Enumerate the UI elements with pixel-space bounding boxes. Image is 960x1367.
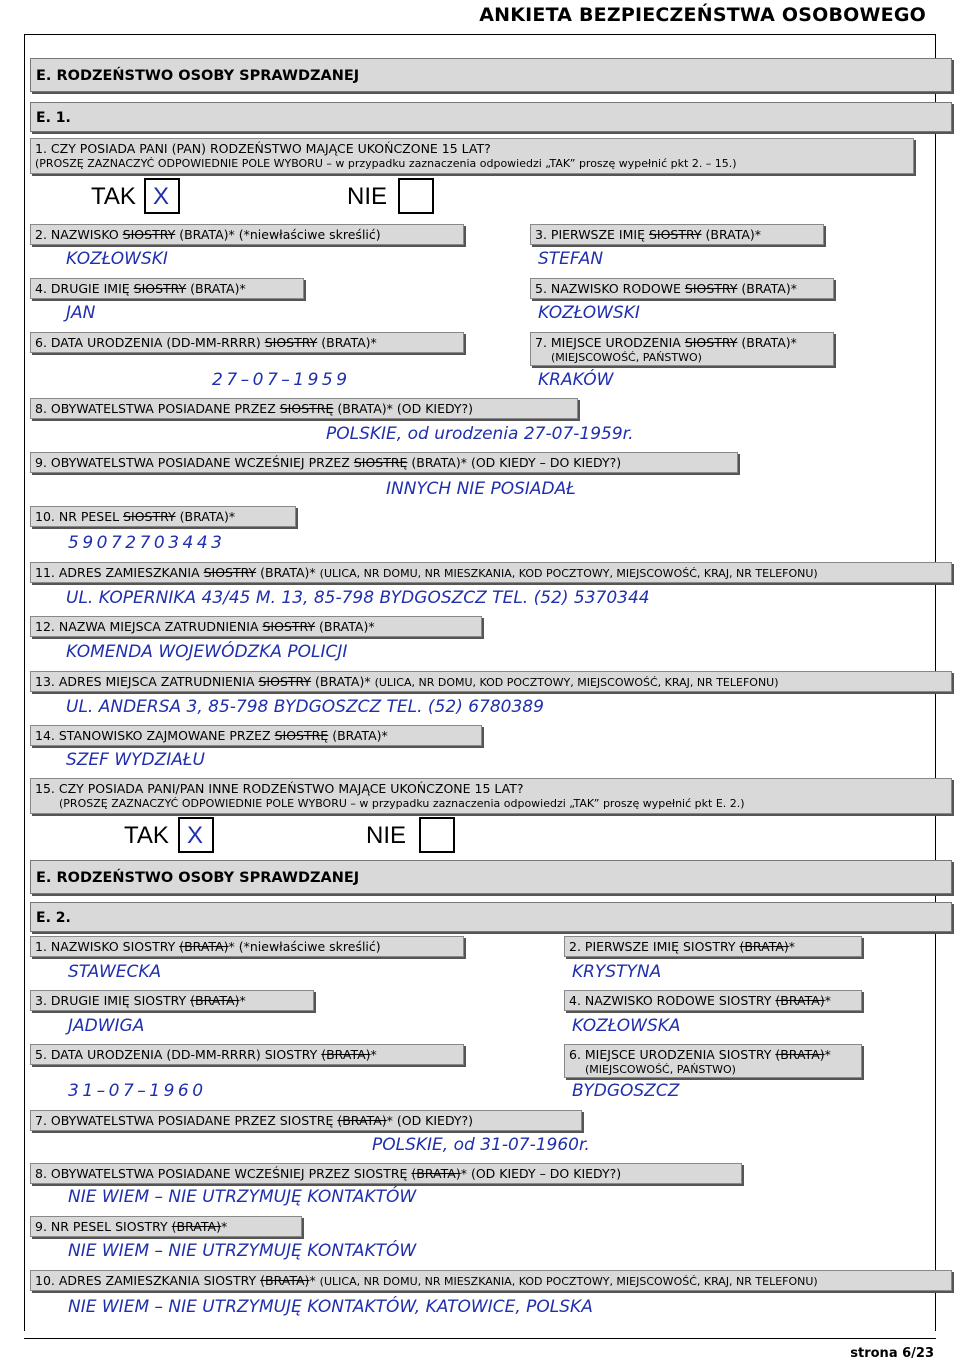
e1-q11-value: UL. KOPERNIKA 43/45 M. 13, 85-798 BYDGOSZCZ TEL. (52) 5370344 [66, 588, 650, 608]
e2-q4-label: 4. NAZWISKO RODOWE SIOSTRY (BRATA)* [564, 990, 862, 1011]
e1-q5-label: 5. NAZWISKO RODOWE SIOSTRY (BRATA)* [530, 278, 834, 299]
document-title: ANKIETA BEZPIECZEŃSTWA OSOBOWEGO [479, 4, 926, 26]
e2-q1-value: STAWECKA [68, 962, 162, 982]
e2-q1-label: 1. NAZWISKO SIOSTRY (BRATA)* (*niewłaściwe skreślić) [30, 936, 464, 957]
e1-q1-label: 1. CZY POSIADA PANI (PAN) RODZEŃSTWO MAJĄCE UKOŃCZONE 15 LAT? (PROSZĘ ZAZNACZYĆ ODPOWIEDNIE POLE WYBORU – w przypadku zaznaczenia odpowiedzi „TAK” proszę wypełnić pkt 2. – 15.) [30, 138, 914, 174]
e2-q7-label: 7. OBYWATELSTWA POSIADANE PRZEZ SIOSTRĘ (BRATA)* (OD KIEDY?) [30, 1110, 582, 1131]
e1-q4-label: 4. DRUGIE IMIĘ SIOSTRY (BRATA)* [30, 278, 304, 299]
e1-q9-label: 9. OBYWATELSTWA POSIADANE WCZEŚNIEJ PRZEZ SIOSTRĘ (BRATA)* (OD KIEDY – DO KIEDY?) [30, 452, 738, 473]
e1-q15-tak-checkbox[interactable] [178, 817, 214, 853]
section-e2-number: E. 2. [30, 902, 952, 932]
e1-q3-label: 3. PIERWSZE IMIĘ SIOSTRY (BRATA)* [530, 224, 824, 245]
e1-q10-label: 10. NR PESEL SIOSTRY (BRATA)* [30, 506, 296, 527]
e1-q7-value: KRAKÓW [538, 370, 614, 390]
e2-q7-value: POLSKIE, od 31-07-1960r. [372, 1135, 590, 1155]
checkmark-x-icon: X [187, 822, 204, 849]
e1-q2-value: KOZŁOWSKI [66, 249, 168, 269]
e1-q13-label: 13. ADRES MIEJSCA ZATRUDNIENIA SIOSTRY (BRATA)* (ULICA, NR DOMU, KOD POCZTOWY, MIEJSCOWOŚĆ, KRAJ, NR TELEFONU) [30, 671, 952, 692]
checkmark-x-icon: X [153, 183, 170, 210]
e2-q2-value: KRYSTYNA [572, 962, 662, 982]
e2-q10-label: 10. ADRES ZAMIESZKANIA SIOSTRY (BRATA)* (ULICA, NR DOMU, NR MIESZKANIA, KOD POCZTOWY, MIEJSCOWOŚĆ, KRAJ, NR TELEFONU) [30, 1270, 952, 1291]
e1-q4-value: JAN [66, 303, 96, 323]
page-number: strona 6/23 [850, 1346, 934, 1361]
e2-q9-value: NIE WIEM – NIE UTRZYMUJĘ KONTAKTÓW [68, 1241, 417, 1261]
e1-q12-label: 12. NAZWA MIEJSCA ZATRUDNIENIA SIOSTRY (BRATA)* [30, 616, 482, 637]
e1-q10-value: 59072703443 [68, 533, 226, 553]
e2-q4-value: KOZŁOWSKA [572, 1016, 681, 1036]
e1-q13-value: UL. ANDERSA 3, 85-798 BYDGOSZCZ TEL. (52) 6780389 [66, 697, 544, 717]
e1-q12-value: KOMENDA WOJEWÓDZKA POLICJI [66, 642, 348, 662]
e1-q2-label: 2. NAZWISKO SIOSTRY (BRATA)* (*niewłaściwe skreślić) [30, 224, 464, 245]
e2-q8-value: NIE WIEM – NIE UTRZYMUJĘ KONTAKTÓW [68, 1187, 417, 1207]
e1-q14-label: 14. STANOWISKO ZAJMOWANE PRZEZ SIOSTRĘ (BRATA)* [30, 725, 482, 746]
e2-q9-label: 9. NR PESEL SIOSTRY (BRATA)* [30, 1216, 302, 1237]
section-e1-title: E. RODZEŃSTWO OSOBY SPRAWDZANEJ [30, 58, 952, 92]
e1-q15-nie-label: NIE [366, 822, 407, 849]
section-e1-number: E. 1. [30, 102, 952, 132]
e2-q5-value: 31–07–1960 [68, 1081, 207, 1101]
e2-q8-label: 8. OBYWATELSTWA POSIADANE WCZEŚNIEJ PRZEZ SIOSTRĘ (BRATA)* (OD KIEDY – DO KIEDY?) [30, 1163, 742, 1184]
e1-q7-label: 7. MIEJSCE URODZENIA SIOSTRY (BRATA)* (MIEJSCOWOŚĆ, PAŃSTWO) [530, 332, 834, 366]
e1-q5-value: KOZŁOWSKI [538, 303, 640, 323]
section-e2-title: E. RODZEŃSTWO OSOBY SPRAWDZANEJ [30, 860, 952, 894]
e1-q1-tak-label: TAK [91, 183, 136, 210]
e2-q6-label: 6. MIEJSCE URODZENIA SIOSTRY (BRATA)* (MIEJSCOWOŚĆ, PAŃSTWO) [564, 1044, 862, 1078]
e2-q3-label: 3. DRUGIE IMIĘ SIOSTRY (BRATA)* [30, 990, 314, 1011]
e2-q3-value: JADWIGA [68, 1016, 145, 1036]
e1-q15-nie-checkbox[interactable] [419, 817, 455, 853]
e2-q10-value: NIE WIEM – NIE UTRZYMUJĘ KONTAKTÓW, KATOWICE, POLSKA [68, 1297, 593, 1317]
e1-q1-nie-checkbox[interactable] [398, 178, 434, 214]
e1-q8-label: 8. OBYWATELSTWA POSIADANE PRZEZ SIOSTRĘ (BRATA)* (OD KIEDY?) [30, 398, 578, 419]
e1-q11-label: 11. ADRES ZAMIESZKANIA SIOSTRY (BRATA)* (ULICA, NR DOMU, NR MIESZKANIA, KOD POCZTOWY, MIEJSCOWOŚĆ, KRAJ, NR TELEFONU) [30, 562, 952, 583]
e1-q6-value: 27–07–1959 [212, 370, 351, 390]
e1-q14-value: SZEF WYDZIAŁU [66, 750, 205, 770]
e1-q6-label: 6. DATA URODZENIA (DD-MM-RRRR) SIOSTRY (BRATA)* [30, 332, 464, 353]
e1-q1-tak-checkbox[interactable] [144, 178, 180, 214]
e1-q3-value: STEFAN [538, 249, 604, 269]
e2-q6-value: BYDGOSZCZ [572, 1081, 680, 1101]
e1-q8-value: POLSKIE, od urodzenia 27-07-1959r. [326, 424, 634, 444]
e2-q2-label: 2. PIERWSZE IMIĘ SIOSTRY (BRATA)* [564, 936, 862, 957]
e1-q15-label: 15. CZY POSIADA PANI/PAN INNE RODZEŃSTWO MAJĄCE UKOŃCZONE 15 LAT? (PROSZĘ ZAZNACZYĆ ODPOWIEDNIE POLE WYBORU – w przypadku zaznaczenia odpowiedzi „TAK” proszę wypełnić pkt E. 2.) [30, 778, 952, 814]
e1-q15-tak-label: TAK [124, 822, 169, 849]
footer-divider [24, 1338, 936, 1339]
e1-q1-nie-label: NIE [347, 183, 388, 210]
e1-q9-value: INNYCH NIE POSIADAŁ [386, 479, 576, 499]
e2-q5-label: 5. DATA URODZENIA (DD-MM-RRRR) SIOSTRY (BRATA)* [30, 1044, 464, 1065]
